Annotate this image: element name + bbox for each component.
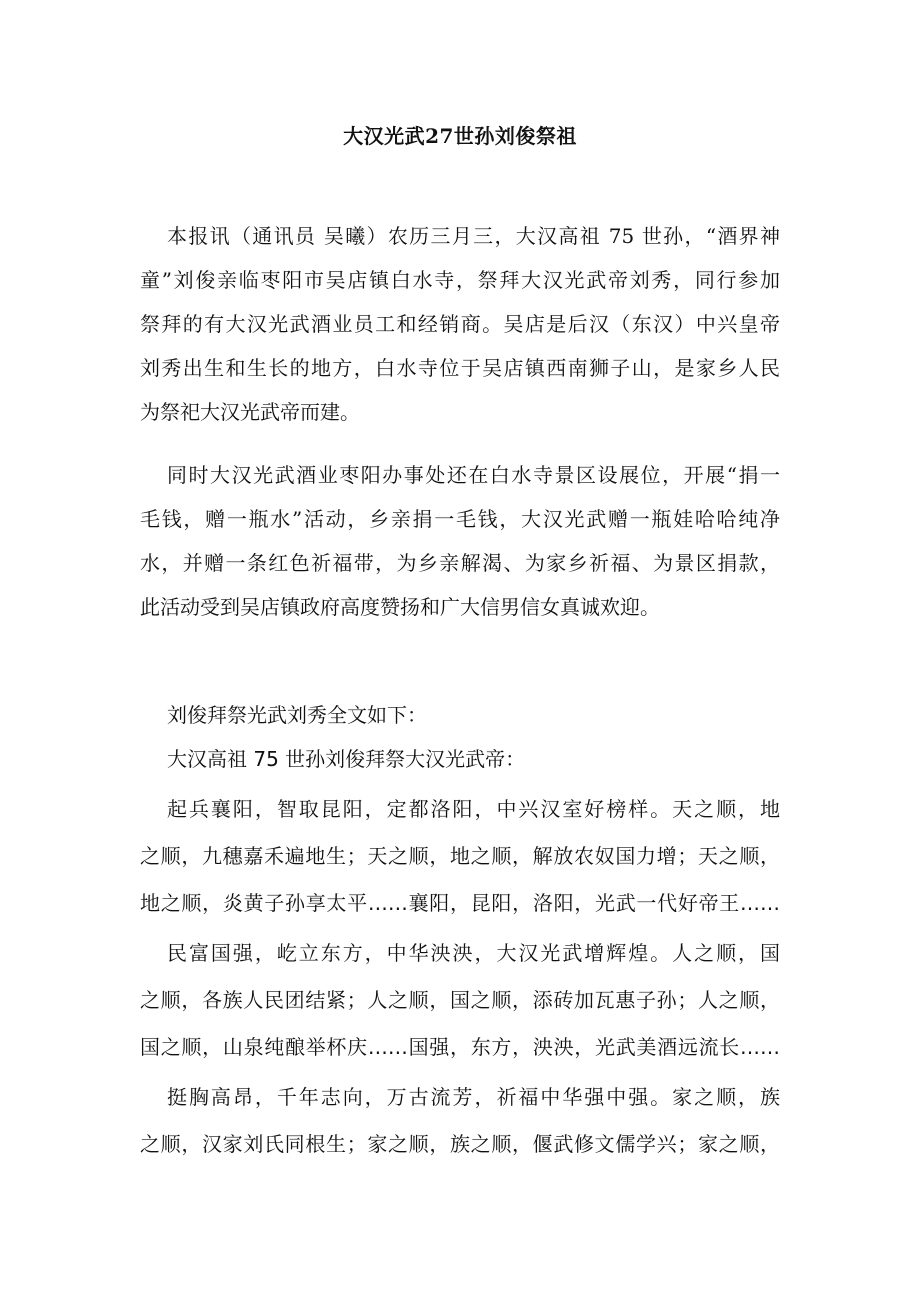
paragraph-1-line-5: 为祭祀大汉光武帝而建。 [140,400,360,424]
verse-2-line-2: 之顺，各族人民团结紧；人之顺，国之顺，添砖加瓦惠子孙；人之顺， [140,988,780,1012]
paragraph-1-line-1: 本报讯（通讯员 吴曦）农历三月三，大汉高祖 75 世孙，“酒界神 [167,224,780,248]
eulogy-heading: 大汉高祖 75 世孙刘俊拜祭大汉光武帝： [167,747,526,771]
paragraph-1-line-2: 童”刘俊亲临枣阳市吴店镇白水寺，祭拜大汉光武帝刘秀，同行参加 [140,268,780,292]
eulogy-intro: 刘俊拜祭光武刘秀全文如下： [167,703,427,727]
paragraph-1-line-4: 刘秀出生和生长的地方，白水寺位于吴店镇西南狮子山，是家乡人民 [140,356,780,380]
document-title: 大汉光武27世孙刘俊祭祖 [343,124,577,148]
verse-2-line-1: 民富国强，屹立东方，中华泱泱，大汉光武增辉煌。人之顺，国 [167,941,780,965]
paragraph-2-line-1: 同时大汉光武酒业枣阳办事处还在白水寺景区设展位，开展“捐一 [167,463,780,487]
verse-3-line-1: 挺胸高昂，千年志向，万古流芳，祈福中华强中强。家之顺，族 [167,1085,780,1109]
paragraph-2-line-4: 此活动受到吴店镇政府高度赞扬和广大信男信女真诚欢迎。 [140,595,660,619]
paragraph-2-line-2: 毛钱，赠一瓶水”活动，乡亲捐一毛钱，大汉光武赠一瓶娃哈哈纯净 [140,507,780,531]
verse-1-line-2: 之顺，九穗嘉禾遍地生；天之顺，地之顺，解放农奴国力增；天之顺， [140,844,780,868]
paragraph-2-line-3: 水，并赠一条红色祈福带，为乡亲解渴、为家乡祈福、为景区捐款， [140,551,780,575]
verse-3-line-2: 之顺，汉家刘氏同根生；家之顺，族之顺，偃武修文儒学兴；家之顺， [140,1132,780,1156]
verse-2-line-3: 国之顺，山泉纯酿举杯庆……国强，东方，泱泱，光武美酒远流长…… [140,1035,780,1059]
verse-1-line-3: 地之顺，炎黄子孙享太平……襄阳，昆阳，洛阳，光武一代好帝王…… [140,891,780,915]
paragraph-1-line-3: 祭拜的有大汉光武酒业员工和经销商。吴店是后汉（东汉）中兴皇帝 [140,312,780,336]
verse-1-line-1: 起兵襄阳，智取昆阳，定都洛阳，中兴汉室好榜样。天之顺，地 [167,797,780,821]
